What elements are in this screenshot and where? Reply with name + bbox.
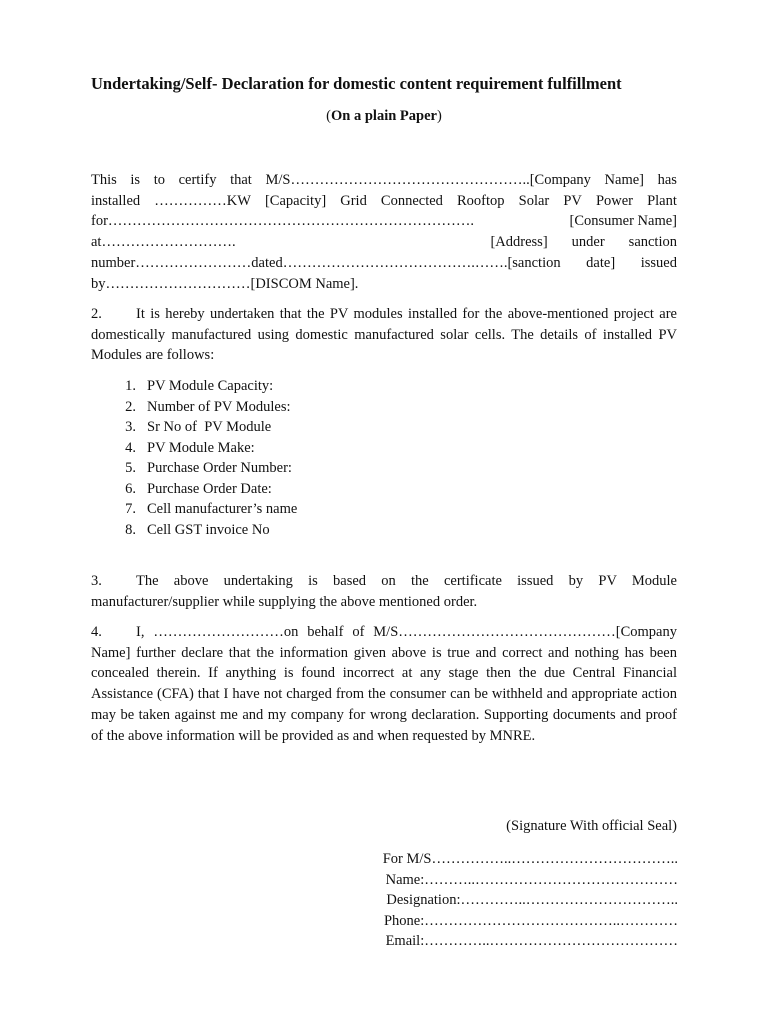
cert-word: Name] (604, 172, 644, 188)
cert-word: PV (563, 192, 582, 209)
list-number: 2. (125, 398, 136, 415)
cert-word: has (657, 172, 677, 188)
cert-word: This (91, 172, 117, 188)
cert-word: Plant (647, 192, 677, 209)
subtitle-bold-text: On a plain Paper (331, 108, 437, 124)
cert-word: [Address] (490, 234, 548, 251)
phone-field: Phone:…………………………………..………… (383, 912, 678, 929)
list-label: PV Module Capacity: (147, 378, 274, 394)
cert-word: to (153, 172, 165, 188)
list-number: 5. (125, 460, 136, 476)
cert-line-1 (91, 170, 677, 191)
cert-line-5 (91, 253, 677, 274)
declaration-paragraph (91, 622, 677, 746)
list-label: Purchase Order Date: (147, 480, 272, 497)
cert-word: date] (586, 254, 616, 271)
list-number: 7. (125, 501, 136, 517)
signatory-fields (360, 849, 678, 952)
certificate-basis-paragraph (91, 571, 677, 612)
list-item (91, 438, 591, 459)
line-gap (548, 232, 572, 253)
list-item (91, 376, 591, 397)
cert-word: under (571, 234, 605, 251)
undertaking-paragraph (91, 304, 677, 366)
list-item (91, 458, 591, 479)
for-company-field: For M/S……………..…………………………….. (382, 851, 678, 867)
paragraph-number: 2. (91, 306, 102, 322)
list-number: 3. (125, 419, 136, 435)
cert-word: that (230, 172, 252, 188)
list-label: Number of PV Modules: (147, 398, 291, 415)
cert-line-3 (91, 211, 677, 232)
discom-name-blank: by…………………………[DISCOM Name]. (91, 275, 359, 292)
cert-line-6 (91, 274, 677, 295)
list-label: Sr No of PV Module (147, 419, 272, 435)
certification-paragraph (91, 170, 677, 294)
paragraph-text: The above undertaking is based on the certificate issued by PV Module manufacturer/supplier while supplying the above mentioned order. (91, 573, 677, 610)
list-item (91, 520, 591, 541)
list-item (91, 417, 591, 438)
list-number: 8. (125, 521, 136, 538)
line-gap (236, 232, 491, 253)
signature-label: (Signature With official Seal) (506, 818, 677, 834)
consumer-name-blank: for…………………………………………………………………. (91, 213, 475, 230)
company-name-blank: M/S…………………………………………..[Company (265, 172, 591, 188)
cert-word: sanction (628, 234, 677, 251)
cert-word: Power (595, 192, 633, 209)
cert-word: [Consumer Name] (569, 213, 677, 230)
cert-line-4 (91, 232, 677, 253)
subtitle-close-paren: ) (436, 108, 442, 124)
cert-word: issued (640, 254, 677, 271)
address-blank: ………………………. (101, 234, 236, 251)
paragraph-text: It is hereby undertaken that the PV modules installed for the above-mentioned project are domestically manufactured using domestic manufactured solar cells. The details of installed PV Modules are follows: (91, 306, 677, 363)
list-number: 1. (125, 378, 136, 394)
cert-word: certify (178, 172, 217, 188)
paragraph-number: 4. (91, 624, 102, 640)
cert-word: at (91, 234, 102, 251)
cert-word: installed (91, 192, 141, 209)
email-field: Email:…………..………………………………… (385, 933, 678, 949)
cert-word: Rooftop (457, 192, 505, 209)
designation-field: Designation:…………..………………………….. (386, 892, 678, 908)
document-title: Undertaking/Self- Declaration for domestic content requirement fulfillment (91, 74, 622, 93)
sanction-blank: number……………………dated………………………………….…….[sanction (91, 254, 561, 271)
capacity-blank: ……………KW (154, 192, 251, 209)
cert-word: Connected (380, 192, 443, 209)
list-number: 6. (125, 480, 136, 497)
list-label: Cell manufacturer’s name (147, 501, 298, 517)
paragraph-text: I, ………………………on behalf of M/S………………………………………[Company Name] further declare that the information given above is true and correct and nothing has been concealed therein. If anything is found incorrect at any stage then the due Central Financial Assistance (CFA) that I have not charged from the consumer can be withheld and appropriate action may be taken against me and my company for wrong declaration. Supporting documents and proof of the above information will be provided as and when requested by MNRE. (91, 624, 677, 744)
line-gap (605, 232, 629, 253)
list-item (91, 499, 591, 520)
cert-word: [Capacity] (264, 192, 327, 209)
list-label: Cell GST invoice No (147, 521, 270, 538)
subtitle-open-paren: ( (326, 108, 332, 124)
cert-line-2 (91, 191, 677, 212)
module-details-list (91, 376, 591, 540)
list-item (91, 397, 591, 418)
list-number: 4. (125, 439, 136, 456)
name-field: Name:………..…………………………………… (385, 871, 678, 888)
cert-word: Solar (518, 192, 550, 209)
document-subtitle (0, 108, 768, 125)
cert-word: is (130, 172, 141, 188)
list-label: PV Module Make: (147, 439, 255, 456)
list-label: Purchase Order Number: (147, 460, 292, 476)
paragraph-number: 3. (91, 573, 102, 589)
cert-word: Grid (340, 192, 367, 209)
list-item (91, 479, 591, 500)
